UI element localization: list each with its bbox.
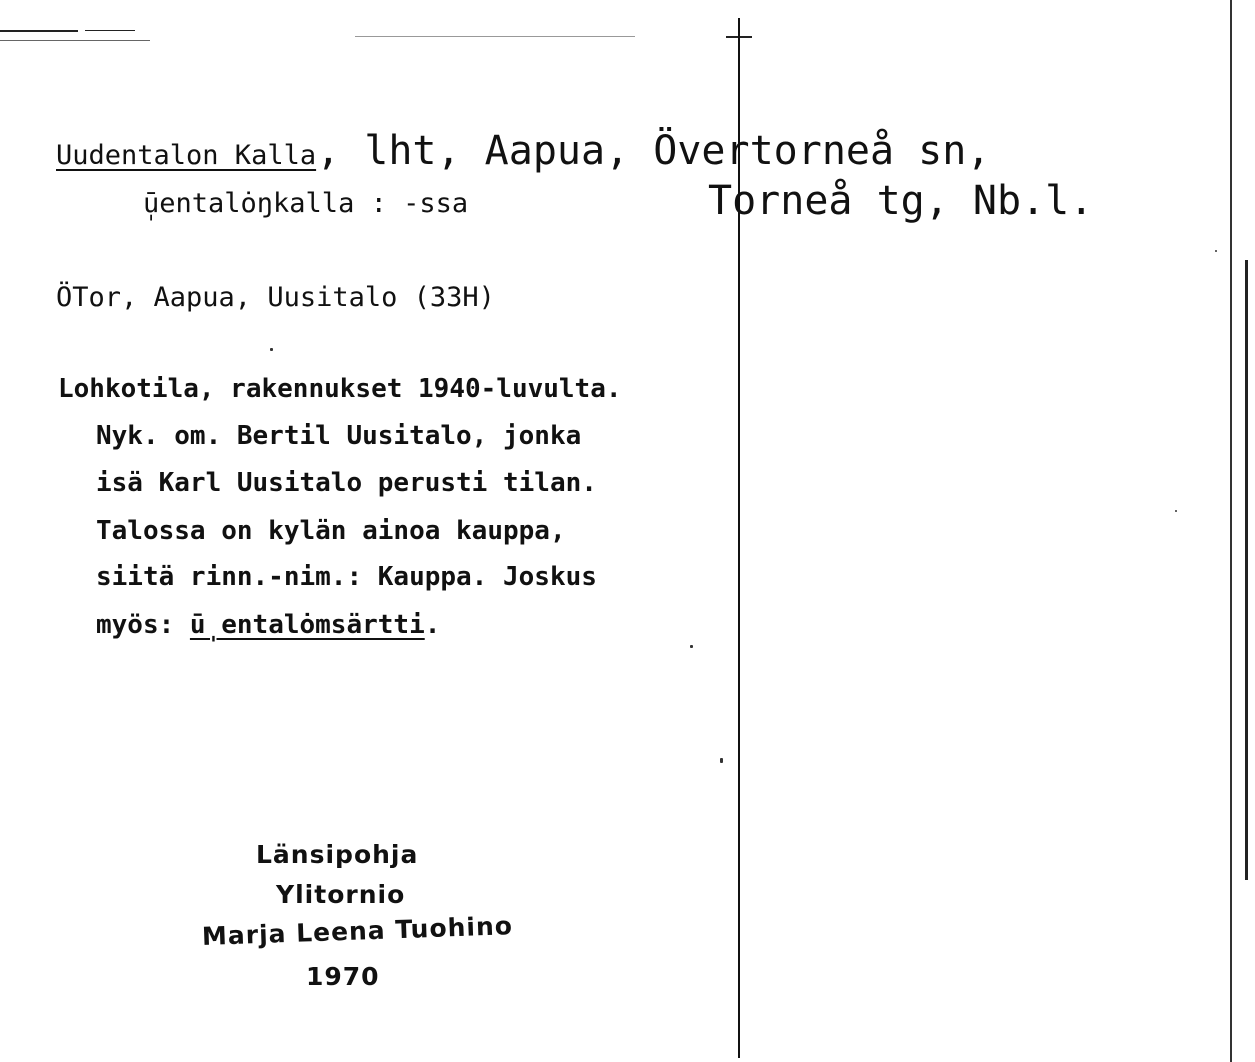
speck: [690, 645, 693, 648]
header-line-1: [56, 128, 990, 174]
place-name: Uudentalon Kalla: [56, 140, 317, 171]
place-name-separator: ,: [316, 128, 341, 174]
description-last-prefix: myös:: [96, 610, 190, 640]
center-divider-line: [738, 18, 740, 1058]
alternate-name: ū̩entalȯmsärtti: [189, 610, 425, 640]
description-line: siitä rinn.-nim.: Kauppa. Joskus: [96, 562, 597, 592]
place-info-line-1: lht, Aapua, Övertorneå sn,: [340, 128, 991, 174]
stamp-line: Ylitornio: [276, 880, 406, 909]
stamp-line: 1970: [306, 962, 380, 991]
speck: [1175, 510, 1177, 512]
speck: [720, 758, 723, 763]
speck: [270, 348, 273, 351]
description-line: isä Karl Uusitalo perusti tilan.: [96, 468, 597, 498]
stamp-line: Marja Leena Tuohino: [201, 911, 514, 951]
speck: [1215, 250, 1217, 252]
top-scan-mark: [0, 40, 150, 41]
right-edge-line: [1230, 0, 1232, 1062]
stamp-line: Länsipohja: [256, 840, 419, 869]
description-last-line: [96, 610, 440, 640]
description-last-suffix: .: [424, 610, 441, 640]
top-scan-mark: [355, 36, 635, 37]
description-line: Lohkotila, rakennukset 1940-luvulta.: [58, 374, 622, 404]
top-scan-mark: [0, 30, 78, 32]
top-scan-mark: [85, 30, 135, 31]
phonetic-transcription: ū̩entalȯŋkalla : -ssa: [143, 188, 469, 219]
description-line: Nyk. om. Bertil Uusitalo, jonka: [96, 421, 582, 451]
description-line: Talossa on kylän ainoa kauppa,: [96, 516, 566, 546]
right-edge-line: [1245, 260, 1248, 880]
place-info-line-2: Torneå tg, Nb.l.: [708, 178, 1094, 224]
source-reference: ÖTor, Aapua, Uusitalo (33H): [56, 282, 495, 313]
